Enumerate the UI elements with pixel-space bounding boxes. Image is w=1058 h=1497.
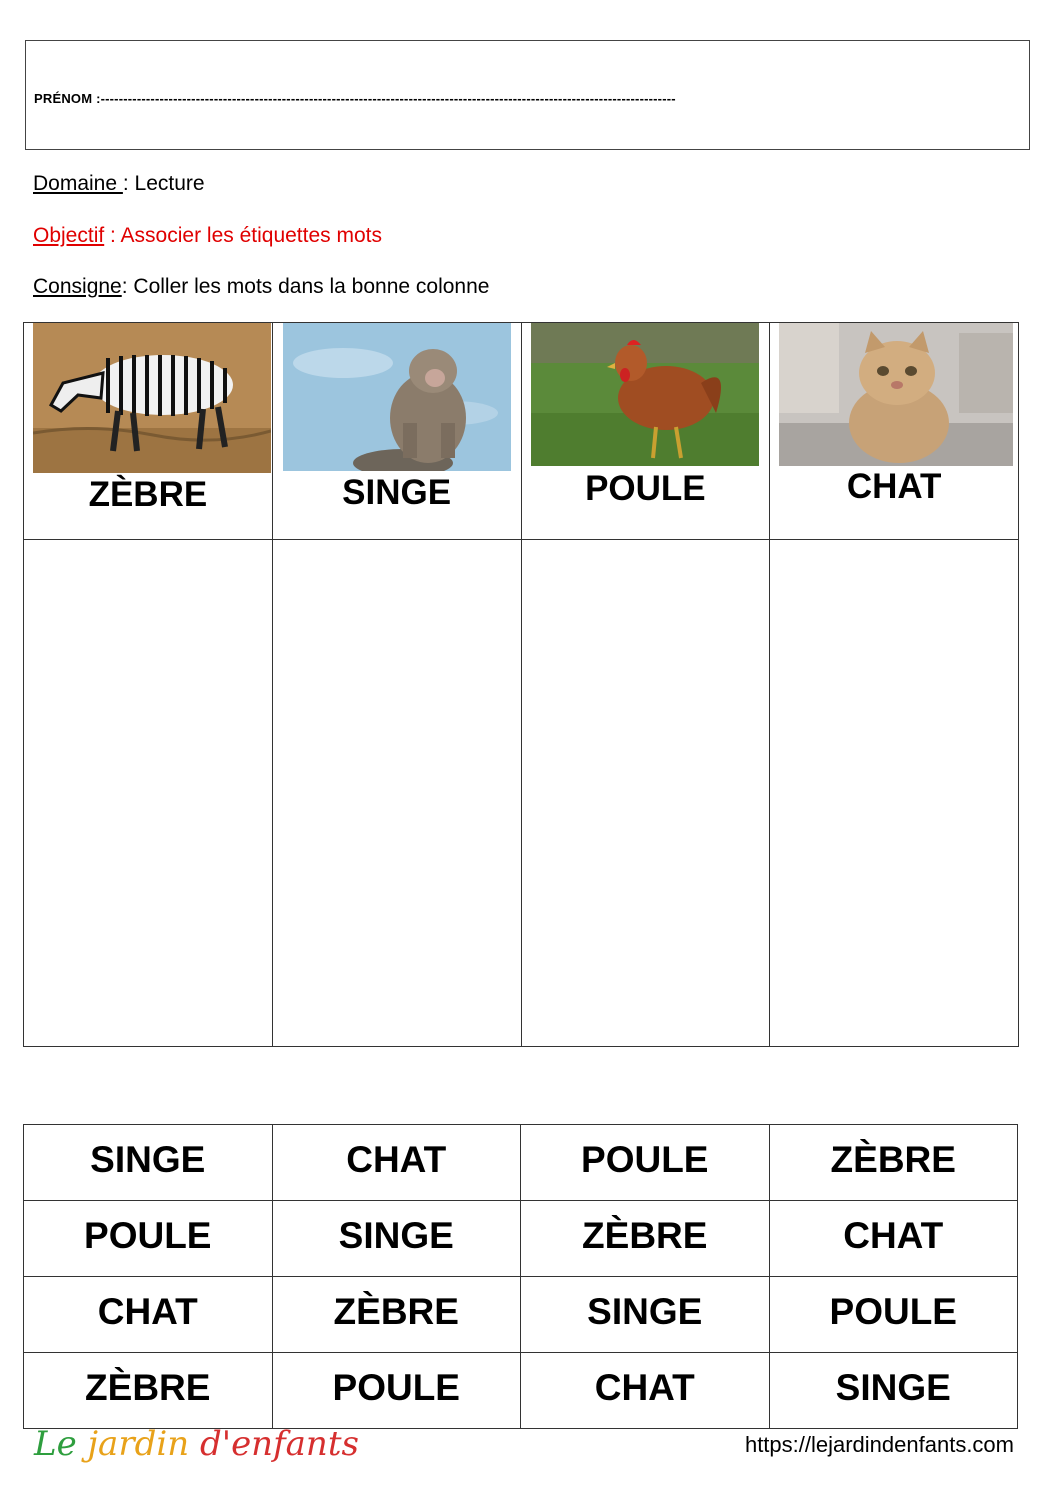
objectif-value: : Associer les étiquettes mots: [104, 224, 382, 247]
consigne-value: : Coller les mots dans la bonne colonne: [121, 275, 490, 298]
word-label[interactable]: SINGE: [521, 1277, 770, 1353]
site-url[interactable]: https://lejardindenfants.com: [744, 1432, 1014, 1457]
paste-area-poule[interactable]: [521, 540, 770, 1047]
word-label[interactable]: CHAT: [769, 1201, 1018, 1277]
domaine-label: Domaine: [33, 172, 123, 195]
name-box: [25, 40, 1030, 150]
hen-photo: [531, 323, 759, 466]
animal-columns-table: [23, 322, 1019, 1047]
consigne-line: [33, 275, 489, 299]
column-header-singe: [272, 323, 521, 540]
word-label[interactable]: POULE: [24, 1201, 273, 1277]
column-name: CHAT: [846, 467, 942, 506]
column-header-zebre: [24, 323, 273, 540]
word-label[interactable]: SINGE: [24, 1125, 273, 1201]
column-header-chat: [770, 323, 1019, 540]
logo-part: enfants: [231, 1424, 359, 1464]
column-name: POULE: [585, 469, 706, 508]
paste-area-chat[interactable]: [770, 540, 1019, 1047]
word-label[interactable]: ZÈBRE: [24, 1353, 273, 1429]
word-label[interactable]: POULE: [769, 1277, 1018, 1353]
word-label[interactable]: POULE: [521, 1125, 770, 1201]
prenom-field[interactable]: PRÉNOM :-------------------------------------------------------------------------------------------------------------------------------: [34, 91, 676, 106]
objectif-line: [33, 224, 382, 248]
monkey-photo: [283, 323, 511, 471]
word-label[interactable]: ZÈBRE: [521, 1201, 770, 1277]
word-label[interactable]: CHAT: [24, 1277, 273, 1353]
paste-area-zebre[interactable]: [24, 540, 273, 1047]
word-labels-table: [23, 1124, 1018, 1429]
zebra-photo: [33, 323, 271, 473]
logo-part: Le: [34, 1424, 88, 1464]
cat-photo: [779, 323, 1013, 466]
word-label[interactable]: SINGE: [769, 1353, 1018, 1429]
logo-part: jardin: [87, 1424, 200, 1464]
paste-area-singe[interactable]: [272, 540, 521, 1047]
word-label[interactable]: CHAT: [521, 1353, 770, 1429]
word-label[interactable]: SINGE: [272, 1201, 521, 1277]
word-label[interactable]: ZÈBRE: [769, 1125, 1018, 1201]
word-label[interactable]: POULE: [272, 1353, 521, 1429]
column-header-poule: [521, 323, 770, 540]
consigne-label: Consigne: [33, 275, 122, 298]
word-label[interactable]: ZÈBRE: [272, 1277, 521, 1353]
site-logo[interactable]: [34, 1424, 359, 1464]
domaine-line: [33, 172, 205, 196]
domaine-value: : Lecture: [122, 172, 205, 195]
column-name: SINGE: [342, 473, 452, 512]
column-name: ZÈBRE: [88, 475, 208, 514]
objectif-label: Objectif: [33, 224, 105, 247]
word-label[interactable]: CHAT: [272, 1125, 521, 1201]
logo-part: d': [199, 1424, 232, 1464]
